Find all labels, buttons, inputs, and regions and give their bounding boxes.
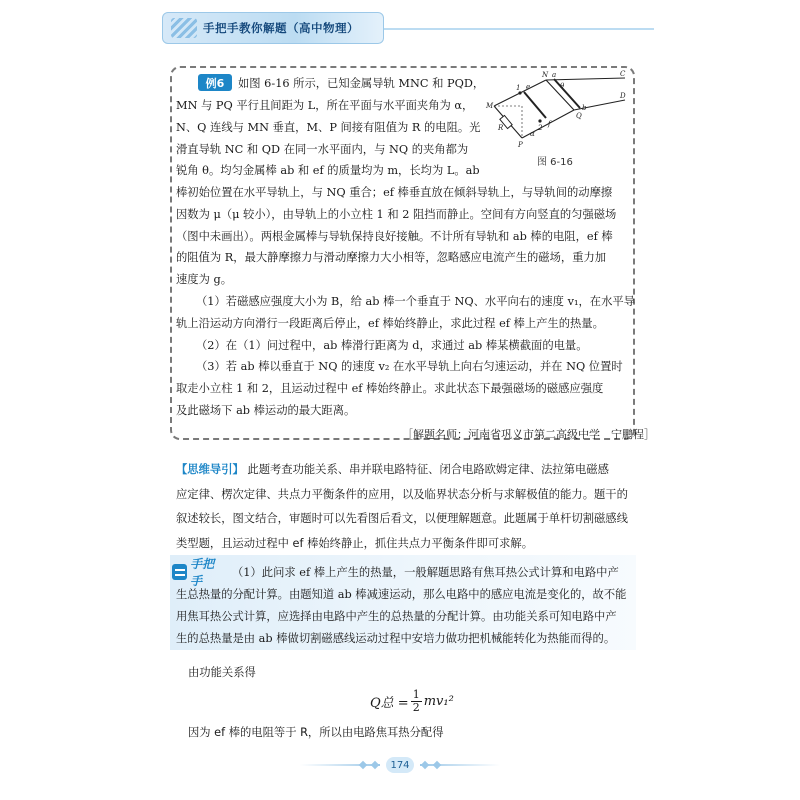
hand-section-label: 手把手 <box>190 556 215 588</box>
thinking-line-2: 应定律、楞次定律、共点力平衡条件的应用，以及临界状态分析与求解极值的能力。题干的 <box>176 488 628 501</box>
label-a: a <box>552 71 557 79</box>
thinking-line-3: 叙述较长，图文结合，审题时可以先看图后看文，以便理解题意。此题属于单杆切割磁感线 <box>176 512 628 525</box>
footer-decoration-left <box>300 764 380 766</box>
formula-fraction <box>411 689 422 714</box>
fraction-numerator: 1 <box>412 688 420 701</box>
example-line-7: 因数为 μ（μ 较小），由导轨上的小立柱 1 和 2 阻挡而静止。空间有方向竖直的匀强磁场 <box>176 208 617 221</box>
formula-lhs: Q总 = <box>370 696 409 711</box>
question-1-line-2: 轨上沿运动方向滑行一段距离后停止，ef 棒始终静止，求此过程 ef 棒上产生的热量。 <box>176 317 604 330</box>
label-1: 1 <box>516 84 521 92</box>
fraction-denominator: 2 <box>412 701 420 714</box>
banner-stripes-decoration <box>171 18 197 38</box>
heat-formula <box>370 689 454 714</box>
footer-dot <box>433 761 441 769</box>
book-title: 手把手教你解题（高中物理） <box>203 21 359 35</box>
list-icon <box>172 564 187 580</box>
example-line-3: N、Q 连线与 MN 垂直，M、P 间接有阻值为 R 的电阻。光 <box>176 121 481 134</box>
energy-relation-intro: 由功能关系得 <box>188 666 256 679</box>
label-r: R <box>498 124 504 132</box>
thinking-label: 【思维导引】 <box>176 463 244 476</box>
example-line-4: 滑直导轨 NC 和 QD 在同一水平面内，与 NQ 的夹角都为 <box>176 143 469 156</box>
figure-caption: 图 6-16 <box>537 157 573 168</box>
example-line-9: 的阻值为 R，最大静摩擦力与滑动摩擦力大小相等，忽略感应电流产生的磁场，重力加 <box>176 251 607 264</box>
label-b: b <box>582 104 587 112</box>
footer-dot <box>371 761 379 769</box>
rail-nc <box>546 78 625 80</box>
formula-rhs: mv₁² <box>423 694 454 709</box>
hand-section-badge <box>172 556 224 588</box>
thinking-line-1 <box>176 463 609 477</box>
example-line-2: MN 与 PQ 平行且间距为 L，所在平面与水平面夹角为 α， <box>176 99 474 112</box>
solution-line-3: 用焦耳热公式计算，应选择由电路中产生的总热量的分配计算。由功能关系可知电路中产 <box>176 610 617 623</box>
book-title-banner <box>162 12 384 44</box>
question-1-line-1: （1）若磁感应强度大小为 B，给 ab 棒一个垂直于 NQ、水平向右的速度 v₁，在水平导 <box>196 295 635 308</box>
label-n: N <box>542 71 549 79</box>
thinking-line-4: 类型题，且运动过程中 ef 棒始终静止，抓住共点力平衡条件即可求解。 <box>176 537 534 550</box>
solution-line-2: 生总热量的分配计算。由题知道 ab 棒减速运动，那么电路中的感应电流是变化的，故不能 <box>176 588 627 601</box>
author-credit: ［解题名师：河南省巩义市第二高级中学 宁鹏程］ <box>402 428 655 441</box>
example-line-6: 棒初始位置在水平导轨上，与 NQ 重合；ef 棒垂直放在倾斜导轨上，与导轨间的动摩擦 <box>176 186 613 199</box>
example-line-1: 如图 6-16 所示，已知金属导轨 MNC 和 PQD， <box>238 77 485 90</box>
thinking-text-1: 此题考查功能关系、串并联电路特征、闭合电路欧姆定律、法拉第电磁感 <box>247 463 609 476</box>
question-3-line-2: 取走小立柱 1 和 2，且运动过程中 ef 棒始终静止。求此状态下最强磁场的磁感应强度 <box>176 382 604 395</box>
post-2 <box>538 119 541 122</box>
footer-dot <box>359 761 367 769</box>
question-3-line-1: （3）若 ab 棒以垂直于 NQ 的速度 v₂ 在水平导轨上向右匀速运动，并在 NQ 位置时 <box>196 360 623 373</box>
label-d: D <box>620 92 626 100</box>
question-3-line-3: 及此磁场下 ab 棒运动的最大距离。 <box>176 404 356 417</box>
solution-line-4: 生的总热量是由 ab 棒做切割磁感线运动过程中安培力做功把机械能转化为热能而得的。 <box>176 632 616 645</box>
example-line-5: 锐角 θ。均匀金属棒 ab 和 ef 的质量均为 m，长均为 L。ab <box>176 164 480 177</box>
label-f: f <box>548 120 551 128</box>
heat-distribution-intro: 因为 ef 棒的电阻等于 R，所以由电路焦耳热分配得 <box>188 726 444 739</box>
header-divider <box>384 28 654 30</box>
question-2-line: （2）在（1）问过程中，ab 棒滑行距离为 d，求通过 ab 棒某横截面的电量。 <box>196 339 588 352</box>
page-number: 174 <box>386 757 414 773</box>
label-c: C <box>620 70 626 78</box>
solution-line-1: （1）此问求 ef 棒上产生的热量，一般解题思路有焦耳热公式计算和电路中产 <box>232 566 619 579</box>
rod-ef <box>524 92 546 118</box>
example-tag: 例6 <box>198 74 232 91</box>
rail-diagram-figure <box>480 68 630 150</box>
label-theta: θ <box>560 82 565 90</box>
label-alpha: α <box>530 130 535 138</box>
label-2: 2 <box>538 124 543 132</box>
example-line-8: （图中未画出）。两根金属棒与导轨保持良好接触。不计所有导轨和 ab 棒的电阻，ef 棒 <box>176 230 613 243</box>
label-q: Q <box>576 112 582 120</box>
footer-dot <box>421 761 429 769</box>
label-m: M <box>486 102 494 110</box>
example-line-10: 速度为 g。 <box>176 273 233 286</box>
label-e: e <box>526 83 531 91</box>
label-p: P <box>518 141 523 149</box>
